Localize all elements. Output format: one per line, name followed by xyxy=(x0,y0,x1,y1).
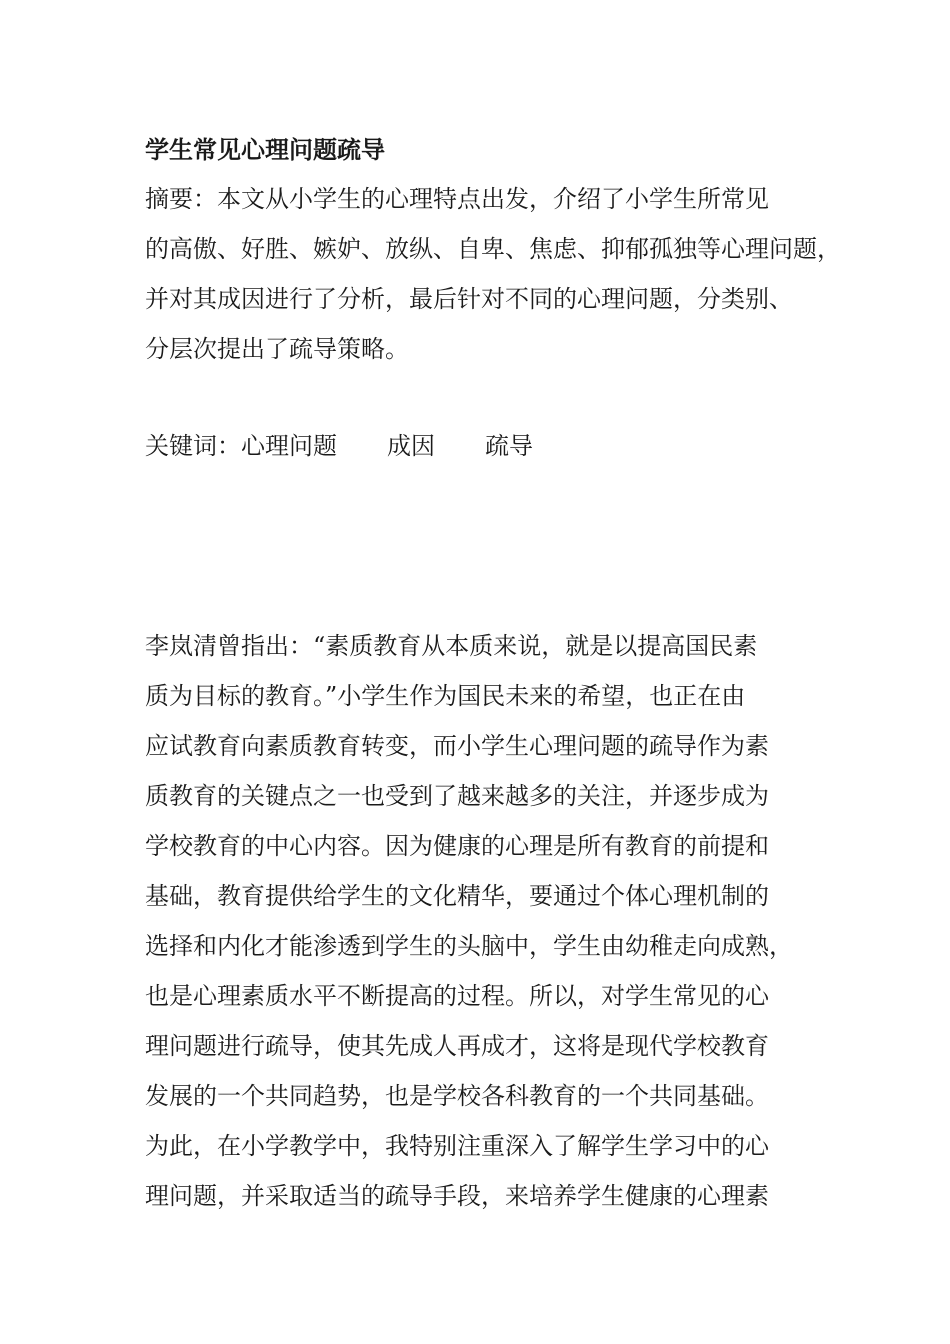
body-line: 理问题进行疏导，使其先成人再成才，这将是现代学校教育 xyxy=(145,1032,769,1060)
body-line: 应试教育向素质教育转变，而小学生心理问题的疏导作为素 xyxy=(145,732,769,760)
keyword: 成因 xyxy=(387,432,435,460)
document-title: 学生常见心理问题疏导 xyxy=(145,135,385,164)
body-line: 质教育的关键点之一也受到了越来越多的关注，并逐步成为 xyxy=(145,782,769,810)
body-line: 为此，在小学教学中，我特别注重深入了解学生学习中的心 xyxy=(145,1132,769,1160)
abstract-line: 分层次提出了疏导策略。 xyxy=(145,335,409,363)
abstract-line: 并对其成因进行了分析，最后针对不同的心理问题，分类别、 xyxy=(145,285,793,313)
body-line: 基础，教育提供给学生的文化精华，要通过个体心理机制的 xyxy=(145,882,769,910)
abstract-paragraph xyxy=(145,174,841,374)
keywords-label: 关键词： xyxy=(145,432,241,460)
body-line: 李岚清曾指出：“素质教育从本质来说，就是以提高国民素 xyxy=(145,632,758,660)
body-line: 理问题，并采取适当的疏导手段，来培养学生健康的心理素 xyxy=(145,1182,769,1210)
keyword: 心理问题 xyxy=(241,432,337,460)
body-line: 质为目标的教育。”小学生作为国民未来的希望，也正在由 xyxy=(145,682,746,710)
body-line: 选择和内化才能渗透到学生的头脑中，学生由幼稚走向成熟， xyxy=(145,932,793,960)
abstract-line: 摘要：本文从小学生的心理特点出发，介绍了小学生所常见 xyxy=(145,185,769,213)
abstract-line: 的高傲、好胜、嫉妒、放纵、自卑、焦虑、抑郁孤独等心理问题， xyxy=(145,235,841,263)
keywords-line xyxy=(145,421,533,471)
body-paragraph xyxy=(145,621,835,1221)
body-line: 发展的一个共同趋势，也是学校各科教育的一个共同基础。 xyxy=(145,1082,769,1110)
body-line: 学校教育的中心内容。因为健康的心理是所有教育的前提和 xyxy=(145,832,769,860)
keyword: 疏导 xyxy=(485,432,533,460)
body-line: 也是心理素质水平不断提高的过程。所以，对学生常见的心 xyxy=(145,982,769,1010)
